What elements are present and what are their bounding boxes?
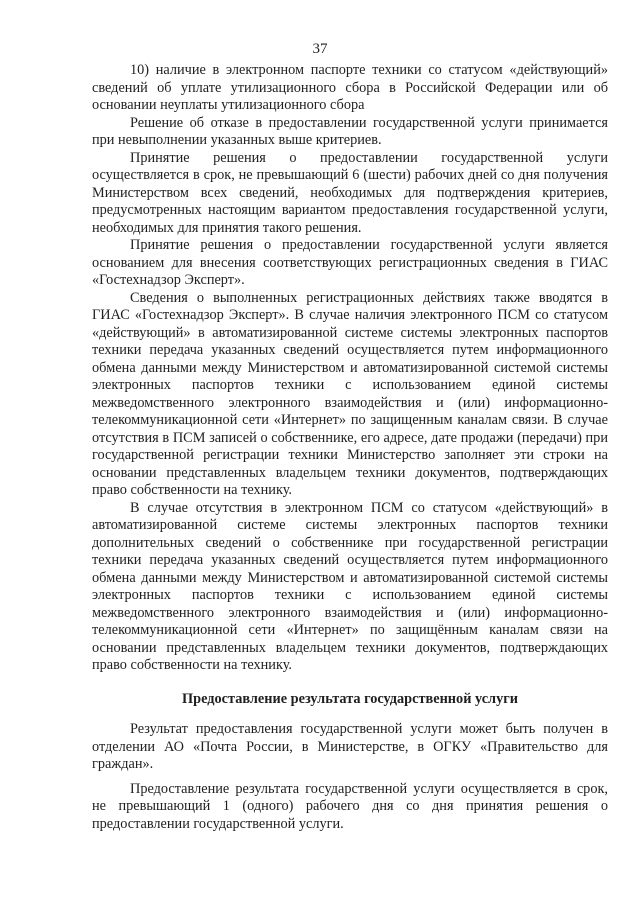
paragraph-criterion-10: 10) наличие в электронном паспорте техники со статусом «действующий» сведений об уплате утилизационного сбора в Российской Федерации или об основании неуплаты утилизационного сбора [92, 62, 608, 113]
paragraph-registration-info-exchange: Сведения о выполненных регистрационных действиях также вводятся в ГИАС «Гостехнадзор Эксперт». В случае наличия электронного ПСМ со статусом «действующий» в автоматизированной системе системы электронных паспортов техники передача указанных сведений осуществляется путем информационного обмена данными между Министерством и автоматизированной системой системы электронных паспортов техники с использованием единой системы межведомственного электронного взаимодействия и (или) информационно-телекоммуникационной сети «Интернет» по защищенным каналам связи. В случае отсутствия в ПСМ записей о собственнике, его адресе, дате продажи (передачи) при государственной регистрации техники Министерство заполняет эти строки на основании представленных владельцем техники документов, подтверждающих право собственности на технику. [92, 289, 608, 498]
document-body [92, 62, 608, 833]
paragraph-refusal-decision: Решение об отказе в предоставлении государственной услуги принимается при невыполнении указанных выше критериев. [92, 114, 608, 148]
paragraph-registration-basis: Принятие решения о предоставлении государственной услуги является основанием для внесения соответствующих регистрационных сведения в ГИАС «Гостехнадзор Эксперт». [92, 237, 608, 288]
section-heading: Предоставление результата государственной услуги [182, 690, 518, 707]
page-number: 37 [312, 41, 328, 57]
paragraph-missing-owner-info: В случае отсутствия в электронном ПСМ со статусом «действующий» в автоматизированной системе системы электронных паспортов техники дополнительных сведений о собственнике при государственной регистрации техники передача указанных сведений осуществляется путем информационного обмена данными между Министерством и автоматизированной системой системы электронных паспортов техники с использованием единой системы межведомственного электронного взаимодействия и (или) информационно-телекоммуникационной сети «Интернет» по защищённым каналам связи на основании представленных владельцем техники документов, подтверждающих право собственности на технику. [92, 499, 608, 673]
paragraph-result-deadline: Предоставление результата государственной услуги осуществляется в срок, не превышающий 1 (одного) рабочего дня со дня принятия решения о предоставлении государственной услуги. [92, 780, 608, 832]
paragraph-result-channels: Результат предоставления государственной услуги может быть получен в отделении АО «Почта России, в Министерстве, в ОГКУ «Правительство для граждан». [92, 721, 608, 772]
paragraph-decision-deadline: Принятие решения о предоставлении государственной услуги осуществляется в срок, не превышающий 6 (шести) рабочих дней со дня получения Министерством всех сведений, необходимых для подтверждения критериев, предусмотренных настоящим вариантом предоставления государственной услуги, необходимых для принятия такого решения. [92, 149, 608, 236]
